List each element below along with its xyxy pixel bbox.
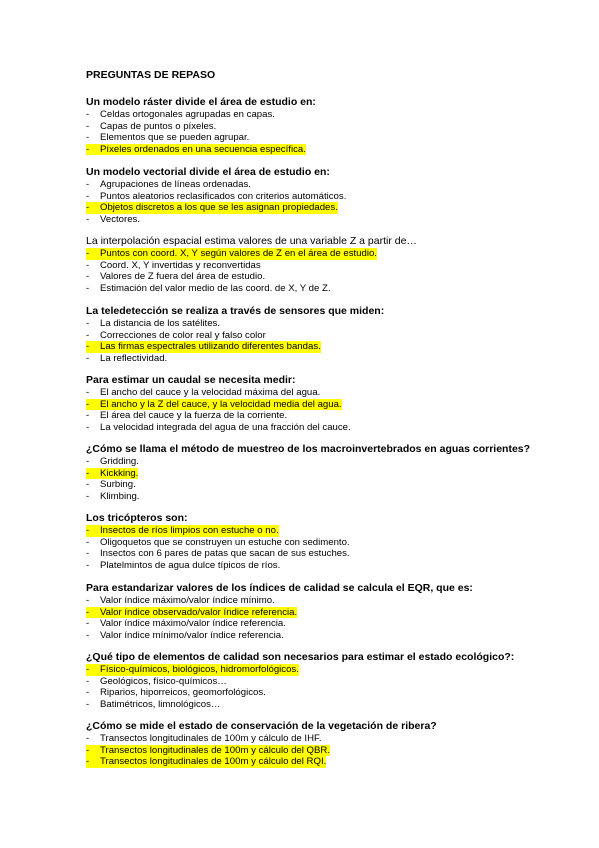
- answer-option-highlighted: [86, 468, 566, 480]
- answer-option-text: La velocidad integrada del agua de una fracción del cauce.: [100, 421, 351, 433]
- question-heading: La teledetección se realiza a través de sensores que miden:: [86, 305, 385, 317]
- bullet-dash: -: [86, 559, 90, 571]
- question-heading: Para estimar un caudal se necesita medir:: [86, 374, 296, 386]
- answer-option: [86, 283, 566, 295]
- bullet-dash: -: [86, 490, 90, 502]
- answer-option: [86, 456, 566, 468]
- answer-option-text: Estimación del valor medio de las coord. de X, Y de Z.: [100, 282, 331, 294]
- bullet-dash: -: [86, 618, 90, 629]
- answer-option-highlighted: [86, 144, 566, 156]
- answer-option: [86, 687, 566, 699]
- bullet-dash: -: [86, 120, 90, 132]
- answer-option: [86, 618, 566, 630]
- bullet-dash: -: [86, 190, 90, 202]
- bullet-dash: -: [86, 456, 90, 467]
- answer-option-text: Valor índice mínimo/valor índice referencia.: [100, 629, 284, 641]
- answer-option: [86, 733, 566, 745]
- answer-option: [86, 479, 566, 491]
- question-heading: Un modelo vectorial divide el área de estudio en:: [86, 166, 330, 178]
- bullet-dash: -: [86, 282, 90, 294]
- answer-option: [86, 699, 566, 711]
- answer-option-text: La distancia de los satélites.: [100, 318, 220, 329]
- question-heading: ¿Cómo se mide el estado de conservación de la vegetación de ribera?: [86, 720, 437, 732]
- bullet-dash: -: [86, 248, 100, 260]
- question-heading: ¿Cómo se llama el método de muestreo de los macroinvertebrados en aguas corrientes?: [86, 443, 531, 455]
- bullet-dash: -: [86, 733, 90, 744]
- answer-option-text: Oligoquetos que se construyen un estuche con sedimento.: [100, 536, 350, 548]
- bullet-dash: -: [86, 698, 90, 710]
- answer-option: [86, 560, 566, 572]
- bullet-dash: -: [86, 109, 90, 120]
- answer-option-text: Insectos de ríos limpios con estuche o no.: [100, 525, 279, 536]
- answer-option: [86, 109, 566, 121]
- answer-option-text: Correcciones de color real y falso color: [100, 329, 266, 341]
- question-block: [86, 443, 566, 502]
- answer-option-text: Riparios, hiporreicos, geomorfológicos.: [100, 687, 266, 698]
- answer-option-text: Las firmas espectrales utilizando diferentes bandas.: [100, 341, 321, 352]
- answer-option: [86, 410, 566, 422]
- answer-option-text: Batimétricos, limnológicos…: [100, 698, 221, 710]
- answer-option: [86, 387, 566, 399]
- bullet-dash: -: [86, 421, 90, 433]
- bullet-dash: -: [86, 259, 90, 271]
- bullet-dash: -: [86, 387, 90, 398]
- bullet-dash: -: [86, 629, 90, 641]
- answer-option-text: Insectos con 6 pares de patas que sacan de sus estuches.: [100, 548, 350, 559]
- answer-option: [86, 132, 566, 144]
- page-title: PREGUNTAS DE REPASO: [86, 69, 216, 81]
- answer-option: [86, 630, 566, 642]
- answer-option: [86, 318, 566, 330]
- question-block: [86, 166, 566, 225]
- answer-option-text: Elementos que se pueden agrupar.: [100, 132, 250, 143]
- question-block: [86, 235, 566, 294]
- answer-option: [86, 214, 566, 226]
- answer-option-text: Celdas ortogonales agrupadas en capas.: [100, 109, 275, 120]
- bullet-dash: -: [86, 745, 100, 757]
- question-block: [86, 651, 566, 710]
- bullet-dash: -: [86, 179, 90, 190]
- answer-option-text: Gridding.: [100, 456, 139, 467]
- answer-option-text: El ancho del cauce y la velocidad máxima del agua.: [100, 387, 321, 398]
- question-block: [86, 96, 566, 155]
- answer-option-text: La reflectividad.: [100, 352, 168, 364]
- bullet-dash: -: [86, 548, 90, 559]
- answer-option-text: Objetos discretos a los que se les asignan propiedades.: [100, 202, 338, 213]
- bullet-dash: -: [86, 536, 90, 548]
- bullet-dash: -: [86, 410, 90, 421]
- bullet-dash: -: [86, 664, 100, 676]
- question-block: [86, 374, 566, 433]
- question-heading: Un modelo ráster divide el área de estudio en:: [86, 96, 316, 108]
- bullet-dash: -: [86, 318, 90, 329]
- answer-option-text: Valores de Z fuera del área de estudio.: [100, 271, 266, 282]
- answer-option-text: Transectos longitudinales de 100m y cálculo de IHF.: [100, 733, 322, 744]
- answer-option-highlighted: [86, 399, 566, 411]
- answer-option-text: Agrupaciones de líneas ordenadas.: [100, 179, 251, 190]
- bullet-dash: -: [86, 756, 100, 768]
- answer-option: [86, 179, 566, 191]
- bullet-dash: -: [86, 329, 90, 341]
- bullet-dash: -: [86, 687, 90, 698]
- question-heading: ¿Qué tipo de elementos de calidad son necesarios para estimar el estado ecológico?:: [86, 651, 515, 663]
- question-heading: Los tricópteros son:: [86, 512, 188, 524]
- answer-option-text: Transectos longitudinales de 100m y cálculo del RQI.: [100, 756, 327, 767]
- bullet-dash: -: [86, 132, 90, 143]
- bullet-dash: -: [86, 525, 100, 537]
- answer-option-text: El área del cauce y la fuerza de la corriente.: [100, 410, 288, 421]
- answer-option-text: Klimbing.: [100, 490, 140, 502]
- answer-option-text: Puntos con coord. X, Y según valores de Z en el área de estudio.: [100, 248, 377, 259]
- bullet-dash: -: [86, 341, 100, 353]
- bullet-dash: -: [86, 352, 90, 364]
- answer-option-text: Valor índice observado/valor índice referencia.: [100, 606, 298, 618]
- answer-option: [86, 271, 566, 283]
- answer-option-text: Físico-químicos, biológicos, hidromorfológicos.: [100, 664, 299, 675]
- bullet-dash: -: [86, 271, 90, 282]
- bullet-dash: -: [86, 675, 90, 687]
- answer-option: [86, 260, 566, 272]
- answer-option-text: Coord. X, Y invertidas y reconvertidas: [100, 259, 261, 271]
- answer-option-text: Vectores.: [100, 213, 140, 225]
- answer-option-highlighted: [86, 607, 566, 619]
- question-block: [86, 582, 566, 641]
- answer-option-text: Geológicos, físico-químicos…: [100, 675, 227, 687]
- answer-option-text: Capas de puntos o píxeles.: [100, 120, 217, 132]
- bullet-dash: -: [86, 468, 100, 480]
- question-heading: La interpolación espacial estima valores de una variable Z a partir de…: [86, 235, 417, 247]
- answer-option: [86, 330, 566, 342]
- answer-option: [86, 595, 566, 607]
- answer-option-text: Surbing.: [100, 479, 136, 490]
- question-block: [86, 305, 566, 364]
- answer-option-highlighted: [86, 664, 566, 676]
- answer-option: [86, 537, 566, 549]
- bullet-dash: -: [86, 144, 100, 156]
- bullet-dash: -: [86, 399, 100, 411]
- answer-option-text: Platelmintos de agua dulce típicos de ríos.: [100, 559, 281, 571]
- answer-option-text: Valor índice máximo/valor índice mínimo.: [100, 595, 275, 606]
- answer-option-highlighted: [86, 756, 566, 768]
- answer-option-highlighted: [86, 341, 566, 353]
- answer-option: [86, 422, 566, 434]
- answer-option: [86, 548, 566, 560]
- answer-option-text: Transectos longitudinales de 100m y cálculo del QBR.: [100, 744, 331, 756]
- question-block: [86, 720, 566, 768]
- bullet-dash: -: [86, 202, 100, 214]
- answer-option-highlighted: [86, 745, 566, 757]
- answer-option-text: El ancho y la Z del cauce, y la velocidad media del agua.: [100, 398, 342, 410]
- bullet-dash: -: [86, 607, 100, 619]
- answer-option: [86, 353, 566, 365]
- answer-option-text: Kickking.: [100, 467, 139, 479]
- answer-option-highlighted: [86, 202, 566, 214]
- answer-option-text: Píxeles ordenados en una secuencia específica.: [100, 143, 306, 155]
- bullet-dash: -: [86, 213, 90, 225]
- answer-option-text: Puntos aleatorios reclasificados con criterios automáticos.: [100, 190, 347, 202]
- bullet-dash: -: [86, 595, 90, 606]
- answer-option-text: Valor índice máximo/valor índice referencia.: [100, 618, 286, 629]
- answer-option: [86, 676, 566, 688]
- answer-option-highlighted: [86, 248, 566, 260]
- bullet-dash: -: [86, 479, 90, 490]
- answer-option-highlighted: [86, 525, 566, 537]
- answer-option: [86, 121, 566, 133]
- question-block: [86, 512, 566, 571]
- answer-option: [86, 191, 566, 203]
- answer-option: [86, 491, 566, 503]
- question-heading: Para estandarizar valores de los índices de calidad se calcula el EQR, que es:: [86, 582, 473, 594]
